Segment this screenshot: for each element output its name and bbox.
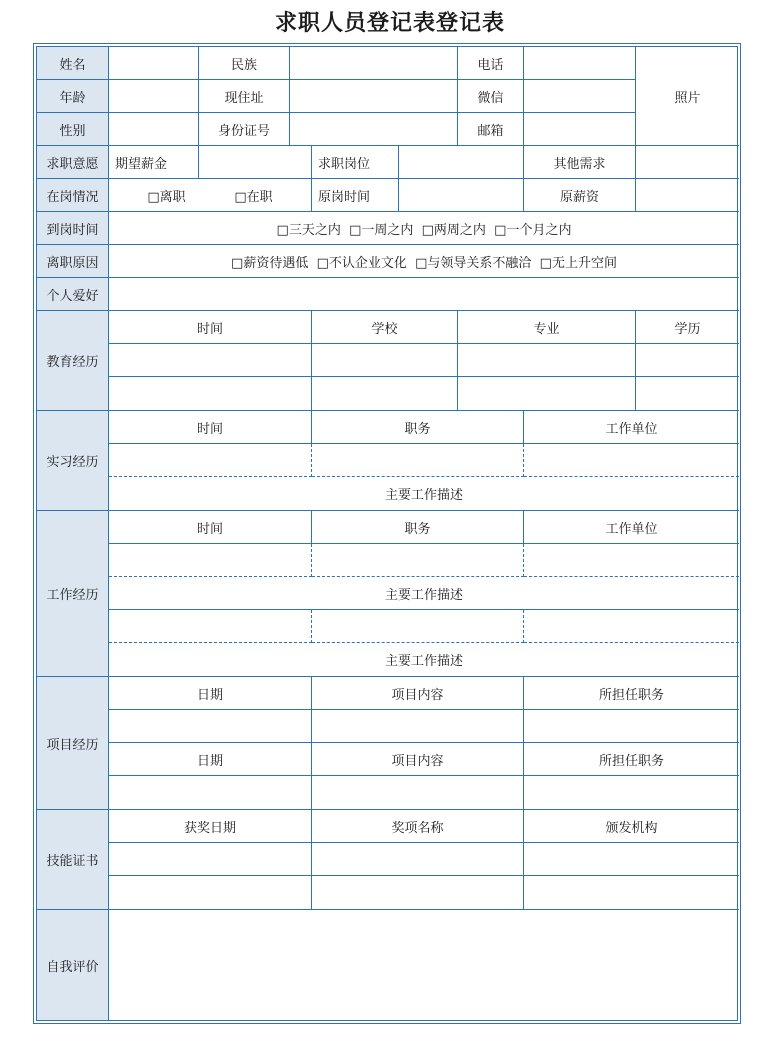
education-school-cell[interactable] [312, 377, 458, 411]
age-label: 年龄 [37, 80, 109, 113]
internship-time-cell[interactable] [109, 444, 312, 477]
phone-label: 电话 [458, 47, 524, 80]
work-duty-cell[interactable] [312, 544, 524, 577]
cert-label: 技能证书 [37, 810, 109, 910]
cert-name-cell[interactable] [312, 843, 524, 876]
education-major-cell[interactable] [458, 344, 636, 377]
internship-employer-cell[interactable] [524, 444, 739, 477]
work-employer-cell[interactable] [524, 544, 739, 577]
expected-salary-field[interactable] [199, 146, 312, 179]
original-time-field[interactable] [399, 179, 524, 212]
original-salary-field[interactable] [636, 179, 739, 212]
project-role-header: 所担任职务 [524, 677, 739, 710]
registration-form [33, 43, 741, 1024]
education-degree-header: 学历 [636, 311, 739, 344]
project-date-header: 日期 [109, 677, 312, 710]
status-label: 在岗情况 [37, 179, 109, 212]
name-label: 姓名 [37, 47, 109, 80]
work-desc[interactable]: 主要工作描述 [109, 643, 739, 677]
form-grid [36, 46, 738, 1021]
work-duty-cell[interactable] [312, 610, 524, 643]
project-content-header: 项目内容 [312, 743, 524, 776]
hobby-field[interactable] [109, 278, 739, 311]
ethnicity-field[interactable] [290, 47, 458, 80]
cert-issuer-header: 颁发机构 [524, 810, 739, 843]
project-date-cell[interactable] [109, 710, 312, 743]
wechat-label: 微信 [458, 80, 524, 113]
work-time-cell[interactable] [109, 610, 312, 643]
cert-issuer-cell[interactable] [524, 843, 739, 876]
project-role-cell[interactable] [524, 776, 739, 810]
cert-date-cell[interactable] [109, 876, 312, 910]
project-date-header: 日期 [109, 743, 312, 776]
cert-date-cell[interactable] [109, 843, 312, 876]
leave-reason-options[interactable]: □薪资待遇低 □不认企业文化 □与领导关系不融洽 □无上升空间 [109, 245, 739, 278]
cert-issuer-cell[interactable] [524, 876, 739, 910]
work-employer-cell[interactable] [524, 610, 739, 643]
education-time-header: 时间 [109, 311, 312, 344]
work-desc[interactable]: 主要工作描述 [109, 577, 739, 610]
education-major-cell[interactable] [458, 377, 636, 411]
education-time-cell[interactable] [109, 344, 312, 377]
gender-label: 性别 [37, 113, 109, 146]
education-degree-cell[interactable] [636, 377, 739, 411]
form-title: 求职人员登记表登记表 [274, 11, 505, 36]
work-time-cell[interactable] [109, 544, 312, 577]
wechat-field[interactable] [524, 80, 636, 113]
photo-box[interactable]: 照片 [636, 47, 739, 146]
project-label: 项目经历 [37, 677, 109, 810]
education-school-cell[interactable] [312, 344, 458, 377]
id-number-field[interactable] [290, 113, 458, 146]
gender-field[interactable] [109, 113, 199, 146]
project-content-cell[interactable] [312, 776, 524, 810]
expected-salary-label: 期望薪金 [109, 146, 199, 179]
resigned-checkbox[interactable]: □离职 [147, 189, 186, 205]
work-time-header: 时间 [109, 511, 312, 544]
internship-duty-header: 职务 [312, 411, 524, 444]
age-field[interactable] [109, 80, 199, 113]
project-content-cell[interactable] [312, 710, 524, 743]
address-field[interactable] [290, 80, 458, 113]
name-field[interactable] [109, 47, 199, 80]
project-role-header: 所担任职务 [524, 743, 739, 776]
email-label: 邮箱 [458, 113, 524, 146]
position-label: 求职岗位 [312, 146, 399, 179]
hobby-label: 个人爱好 [37, 278, 109, 311]
internship-time-header: 时间 [109, 411, 312, 444]
id-number-label: 身份证号 [199, 113, 290, 146]
education-school-header: 学校 [312, 311, 458, 344]
self-eval-label: 自我评价 [37, 910, 109, 1020]
cert-name-header: 奖项名称 [312, 810, 524, 843]
cert-name-cell[interactable] [312, 876, 524, 910]
education-major-header: 专业 [458, 311, 636, 344]
phone-field[interactable] [524, 47, 636, 80]
status-options [109, 179, 312, 212]
other-needs-field[interactable] [636, 146, 739, 179]
work-label: 工作经历 [37, 511, 109, 677]
self-eval-field[interactable] [109, 910, 739, 1020]
other-needs-label: 其他需求 [524, 146, 636, 179]
internship-label: 实习经历 [37, 411, 109, 511]
arrival-options[interactable]: □三天之内 □一周之内 □两周之内 □一个月之内 [109, 212, 739, 245]
work-employer-header: 工作单位 [524, 511, 739, 544]
email-field[interactable] [524, 113, 636, 146]
arrival-label: 到岗时间 [37, 212, 109, 245]
internship-employer-header: 工作单位 [524, 411, 739, 444]
intention-label: 求职意愿 [37, 146, 109, 179]
internship-duty-cell[interactable] [312, 444, 524, 477]
internship-desc[interactable]: 主要工作描述 [109, 477, 739, 511]
project-content-header: 项目内容 [312, 677, 524, 710]
project-date-cell[interactable] [109, 776, 312, 810]
education-degree-cell[interactable] [636, 344, 739, 377]
employed-checkbox[interactable]: □在职 [234, 189, 273, 205]
cert-date-header: 获奖日期 [109, 810, 312, 843]
work-duty-header: 职务 [312, 511, 524, 544]
ethnicity-label: 民族 [199, 47, 290, 80]
education-time-cell[interactable] [109, 377, 312, 411]
position-field[interactable] [399, 146, 524, 179]
original-salary-label: 原薪资 [524, 179, 636, 212]
leave-reason-label: 离职原因 [37, 245, 109, 278]
education-label: 教育经历 [37, 311, 109, 411]
project-role-cell[interactable] [524, 710, 739, 743]
original-time-label: 原岗时间 [312, 179, 399, 212]
address-label: 现住址 [199, 80, 290, 113]
